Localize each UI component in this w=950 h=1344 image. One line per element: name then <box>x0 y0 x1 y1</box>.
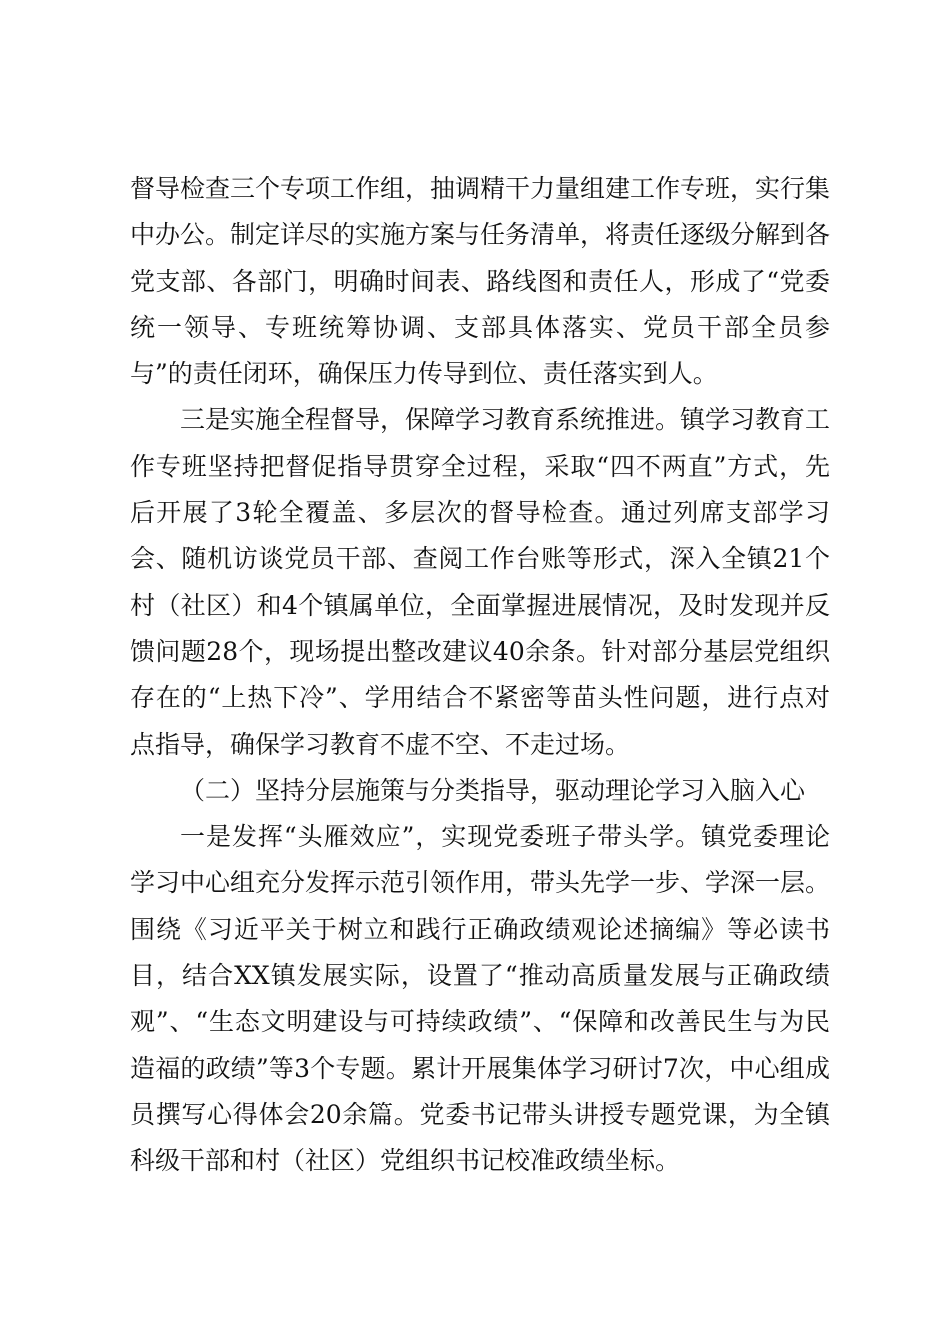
paragraph-leadership-study: 一是发挥“头雁效应”，实现党委班子带头学。镇党委理论学习中心组充分发挥示范引领作用，带头先学一步、学深一层。围绕《习近平关于树立和践行正确政绩观论述摘编》等必读书目，结合XX镇发展实际，设置了“推动高质量发展与正确政绩观”、“生态文明建设与可持续政绩”、“保障和改善民生与为民造福的政绩”等3个专题。累计开展集体学习研讨7次，中心组成员撰写心得体会20余篇。党委书记带头讲授专题党课，为全镇科级干部和村（社区）党组织书记校准政绩坐标。 <box>130 822 831 1176</box>
paragraph-supervision: 三是实施全程督导，保障学习教育系统推进。镇学习教育工作专班坚持把督促指导贯穿全过程，采取“四不两直”方式，先后开展了3轮全覆盖、多层次的督导检查。通过列席支部学习会、随机访谈党员干部、查阅工作台账等形式，深入全镇21个村（社区）和4个镇属单位，全面掌握进展情况，及时发现并反馈问题28个，现场提出整改建议40余条。针对部分基层党组织存在的“上热下冷”、学用结合不紧密等苗头性问题，进行点对点指导，确保学习教育不虚不空、不走过场。 <box>130 405 831 759</box>
paragraph-continuation: 督导检查三个专项工作组，抽调精干力量组建工作专班，实行集中办公。制定详尽的实施方案与任务清单，将责任逐级分解到各党支部、各部门，明确时间表、路线图和责任人，形成了“党委统一领导、专班统筹协调、支部具体落实、党员干部全员参与”的责任闭环，确保压力传导到位、责任落实到人。 <box>130 174 831 389</box>
section-heading: （二）坚持分层施策与分类指导，驱动理论学习入脑入心 <box>180 775 806 805</box>
document-body <box>130 166 830 1185</box>
